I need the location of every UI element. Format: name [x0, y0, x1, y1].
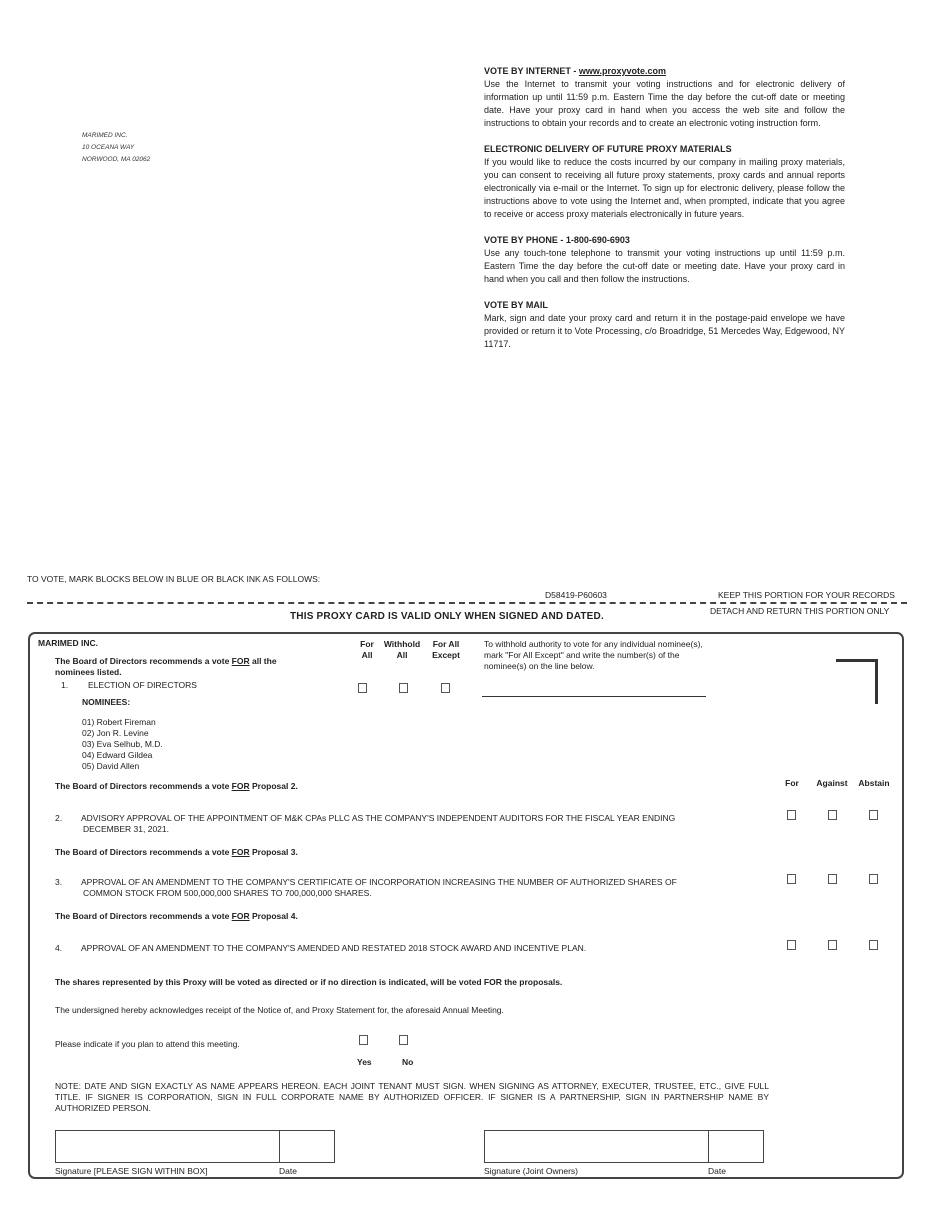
item-1-number: 1.: [61, 680, 69, 690]
nominee-item: 03) Eva Selhub, M.D.: [82, 739, 163, 749]
item-2-text: ADVISORY APPROVAL OF THE APPOINTMENT OF M&K CPAs PLLC AS THE COMPANY'S INDEPENDENT AUDITORS FOR THE FISCAL YEAR ENDING DECEMBER 31, 2021.: [81, 813, 676, 834]
checkbox-for-all[interactable]: [358, 683, 367, 693]
attend-question: Please indicate if you plan to attend this meeting.: [55, 1039, 240, 1049]
nominee-number-line[interactable]: [482, 696, 706, 697]
instruction-body: Use any touch-tone telephone to transmit your voting instructions up until 11:59 p.m. Eastern Time the day before the cut-off date or meeting date. Have your proxy card in hand when you call and then follow the instructions.: [484, 248, 845, 284]
joint-signature-label: Signature (Joint Owners): [484, 1166, 579, 1176]
date-label: Date: [279, 1166, 297, 1176]
instruction-phone: [484, 234, 845, 286]
instruction-body: Use the Internet to transmit your voting instructions and for electronic delivery of information up until 11:59 p.m. Eastern Time the day before the cut-off date or meeting date. Have your proxy card in hand when you access the web site and follow the instructions to obtain your records and to create an electronic voting instruction form.: [484, 79, 845, 128]
acknowledgement: The undersigned hereby acknowledges receipt of the Notice of, and Proxy Statement for, the aforesaid Annual Meeting.: [55, 1005, 504, 1015]
voting-instructions: [484, 65, 845, 364]
recommendation-1: The Board of Directors recommends a vote FOR all the nominees listed.: [55, 656, 277, 677]
attend-no-label: No: [402, 1057, 414, 1067]
detach-portion-label: DETACH AND RETURN THIS PORTION ONLY: [710, 606, 890, 616]
checkbox-item-2-against[interactable]: [828, 810, 837, 820]
col-withhold-all: Withhold All: [383, 639, 421, 660]
address-line-1: MARIMED INC.: [82, 132, 128, 139]
instruction-heading: VOTE BY PHONE - 1-800-690-6903: [484, 235, 630, 245]
col-abstain: Abstain: [858, 778, 890, 788]
withhold-instructions: To withhold authority to vote for any individual nominee(s), mark "For All Except" and write the number(s) of the nominee(s) on the line below.: [484, 639, 703, 671]
shares-note: The shares represented by this Proxy will be voted as directed or if no direction is indicated, will be voted FOR the proposals.: [55, 977, 563, 987]
signature-label: Signature [PLEASE SIGN WITHIN BOX]: [55, 1166, 208, 1176]
item-1-text: ELECTION OF DIRECTORS: [88, 680, 197, 690]
instruction-body: If you would like to reduce the costs incurred by our company in mailing proxy materials, you can consent to receiving all future proxy statements, proxy cards and annual reports electronically via e-mail or the Internet. To sign up for electronic delivery, please follow the instructions above to vote using the Internet and, when prompted, indicate that you agree to receive or access proxy materials electronically in future years.: [484, 157, 845, 219]
nominees-label: NOMINEES:: [82, 697, 131, 707]
checkbox-item-4-abstain[interactable]: [869, 940, 878, 950]
checkbox-withhold-all[interactable]: [399, 683, 408, 693]
nominee-item: 01) Robert Fireman: [82, 717, 156, 727]
checkbox-item-2-for[interactable]: [787, 810, 796, 820]
control-code: D58419-P60603: [545, 590, 607, 600]
nominee-item: 05) David Allen: [82, 761, 140, 771]
signature-box[interactable]: [55, 1130, 280, 1163]
col-for: For: [785, 778, 799, 788]
col-for-all: For All: [360, 639, 374, 660]
item-3-text: APPROVAL OF AN AMENDMENT TO THE COMPANY'S CERTIFICATE OF INCORPORATION INCREASING THE NUMBER OF AUTHORIZED SHARES OF COMMON STOCK FROM 500,000,000 SHARES TO 700,000,000 SHARES.: [81, 877, 677, 898]
instruction-mail: [484, 299, 845, 351]
proxyvote-link[interactable]: www.proxyvote.com: [578, 66, 667, 76]
joint-date-label: Date: [708, 1166, 726, 1176]
to-vote-instruction: TO VOTE, MARK BLOCKS BELOW IN BLUE OR BLACK INK AS FOLLOWS:: [27, 574, 321, 584]
instruction-heading: ELECTRONIC DELIVERY OF FUTURE PROXY MATERIALS: [484, 144, 732, 154]
col-for-all-except: For All Except: [432, 639, 460, 660]
keep-portion-label: KEEP THIS PORTION FOR YOUR RECORDS: [718, 590, 895, 600]
checkbox-item-4-for[interactable]: [787, 940, 796, 950]
joint-signature-box[interactable]: [484, 1130, 709, 1163]
instruction-electronic-delivery: [484, 143, 845, 221]
checkbox-attend-no[interactable]: [399, 1035, 408, 1045]
date-box[interactable]: [279, 1130, 335, 1163]
nominee-item: 04) Edward Gildea: [82, 750, 153, 760]
address-line-3: NORWOOD, MA 02062: [82, 156, 151, 163]
checkbox-item-2-abstain[interactable]: [869, 810, 878, 820]
nominee-item: 02) Jon R. Levine: [82, 728, 149, 738]
instruction-body: Mark, sign and date your proxy card and return it in the postage-paid envelope we have provided or return it to Vote Processing, c/o Broadridge, 51 Mercedes Way, Edgewood, NY 11717.: [484, 313, 845, 349]
attend-yes-label: Yes: [357, 1057, 372, 1067]
checkbox-item-3-abstain[interactable]: [869, 874, 878, 884]
joint-date-box[interactable]: [708, 1130, 764, 1163]
checkbox-item-3-against[interactable]: [828, 874, 837, 884]
corner-mark: [836, 659, 878, 704]
valid-notice: THIS PROXY CARD IS VALID ONLY WHEN SIGNED AND DATED.: [290, 611, 604, 622]
instruction-heading: VOTE BY MAIL: [484, 300, 548, 310]
item-2-number: 2.: [55, 813, 63, 823]
recommendation-3: The Board of Directors recommends a vote FOR Proposal 3.: [55, 847, 298, 857]
checkbox-for-all-except[interactable]: [441, 683, 450, 693]
col-against: Against: [816, 778, 848, 788]
nominee-list: [82, 717, 163, 772]
item-4-text: APPROVAL OF AN AMENDMENT TO THE COMPANY'S AMENDED AND RESTATED 2018 STOCK AWARD AND INCENTIVE PLAN.: [81, 943, 587, 953]
signing-note: NOTE: DATE AND SIGN EXACTLY AS NAME APPEARS HEREON. EACH JOINT TENANT MUST SIGN. WHEN SIGNING AS ATTORNEY, EXECUTER, TRUSTEE, ETC., GIVE FULL TITLE. IF SIGNER IS CORPORATION, SIGN IN FULL CORPORATE NAME BY AUTHORIZED OFFICER. IF SIGNER IS A PARTNERSHIP, SIGN IN PARTNERSHIP NAME BY AUTHORIZED PERSON.: [55, 1081, 769, 1113]
instruction-internet: [484, 65, 845, 130]
address-line-2: 10 OCEANA WAY: [82, 144, 135, 151]
recommendation-4: The Board of Directors recommends a vote FOR Proposal 4.: [55, 911, 298, 921]
mailing-address: [82, 130, 150, 166]
item-3-number: 3.: [55, 877, 63, 887]
detach-line: [27, 602, 907, 604]
checkbox-item-3-for[interactable]: [787, 874, 796, 884]
item-4-number: 4.: [55, 943, 63, 953]
recommendation-2: The Board of Directors recommends a vote FOR Proposal 2.: [55, 781, 298, 791]
checkbox-item-4-against[interactable]: [828, 940, 837, 950]
company-name: MARIMED INC.: [38, 638, 98, 648]
instruction-heading: VOTE BY INTERNET -: [484, 66, 579, 76]
checkbox-attend-yes[interactable]: [359, 1035, 368, 1045]
